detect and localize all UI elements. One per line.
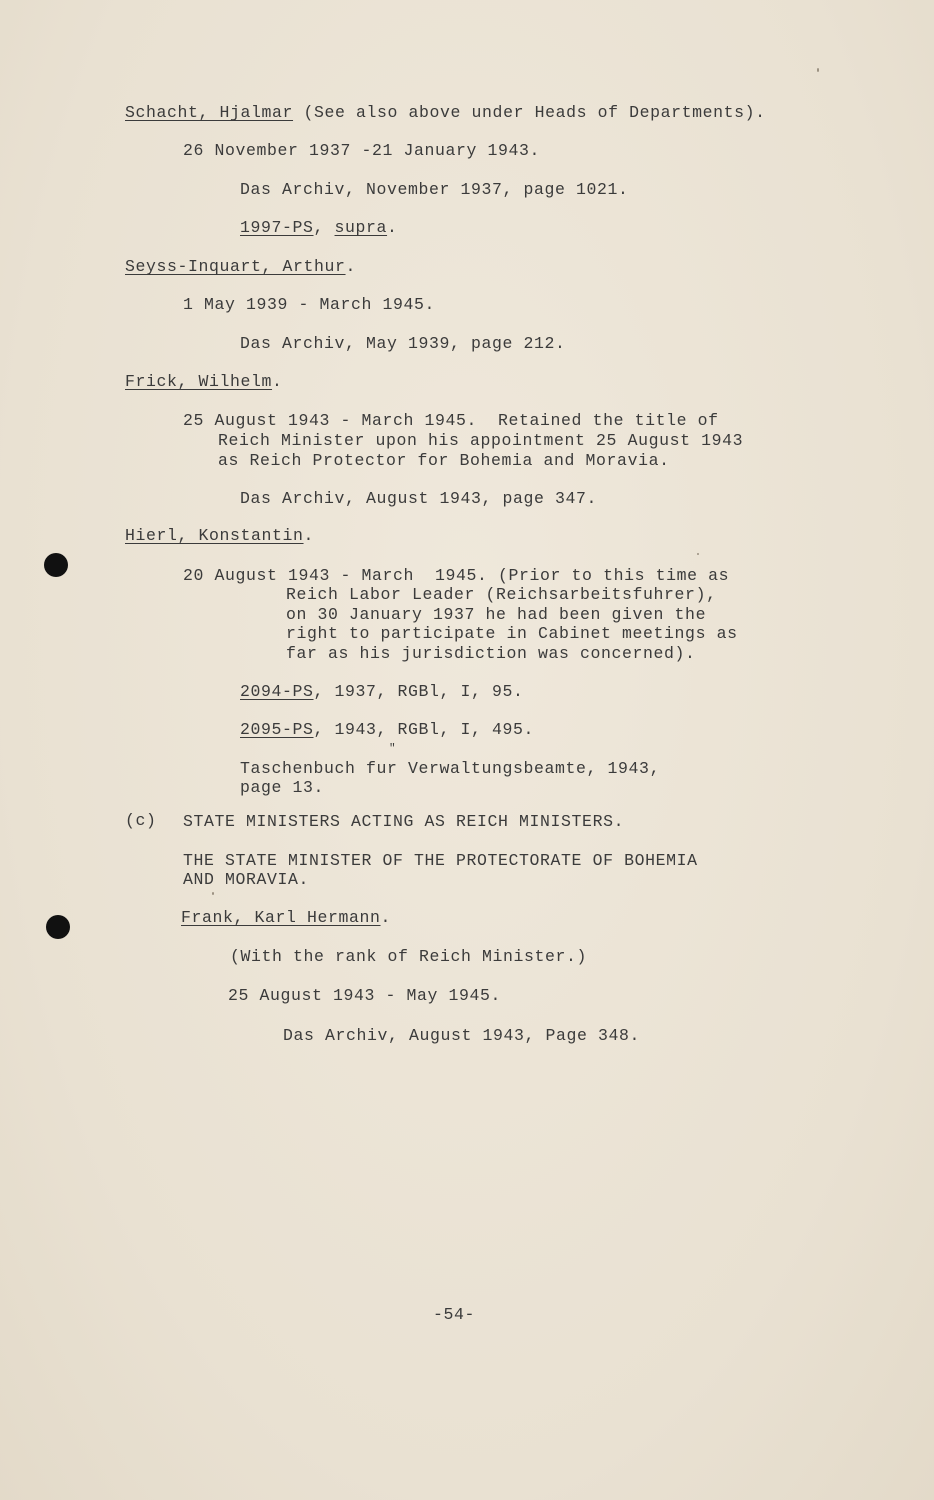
- paper-speck: [697, 553, 699, 555]
- seyss-source: Das Archiv, May 1939, page 212.: [240, 334, 566, 353]
- entry-schacht-heading: [125, 103, 766, 123]
- period: .: [303, 526, 315, 545]
- page-number: -54-: [433, 1305, 476, 1324]
- hierl-dates-line-3: on 30 January 1937 he had been given the: [286, 605, 707, 624]
- schacht-doc-ref: 1997-PS: [240, 218, 314, 237]
- frank-source: Das Archiv, August 1943, Page 348.: [283, 1026, 641, 1045]
- schacht-name: Schacht, Hjalmar: [125, 103, 294, 122]
- schacht-note: (See also above under Heads of Departments).: [293, 103, 766, 122]
- hierl-source-3-line-2: page 13.: [240, 778, 325, 797]
- hierl-source-2-rest: , 1943, RGBl, I, 495.: [313, 720, 535, 739]
- punch-hole-bottom: [46, 915, 70, 939]
- hierl-source-1: [240, 682, 524, 702]
- hierl-doc-ref-2095: 2095-PS: [240, 720, 314, 739]
- frick-dates-line-2: Reich Minister upon his appointment 25 August 1943: [218, 431, 744, 450]
- entry-hierl-heading: [125, 526, 314, 546]
- entry-seyss-heading: [125, 257, 356, 277]
- frick-dates-line-1: 25 August 1943 - March 1945. Retained the title of: [183, 411, 719, 430]
- frank-dates: 25 August 1943 - May 1945.: [228, 986, 502, 1005]
- hierl-doc-ref-2094: 2094-PS: [240, 682, 314, 701]
- frick-dates-line-3: as Reich Protector for Bohemia and Moravia.: [218, 451, 670, 470]
- hierl-dates-line-4: right to participate in Cabinet meetings as: [286, 624, 738, 643]
- hierl-source-3-line-1: Taschenbuch fur Verwaltungsbeamte, 1943,: [240, 759, 661, 778]
- entry-frank-heading: [181, 908, 391, 928]
- section-c-subheading-line-1: THE STATE MINISTER OF THE PROTECTORATE OF BOHEMIA: [183, 851, 698, 870]
- section-c-subheading-line-2: AND MORAVIA.: [183, 870, 310, 889]
- period: .: [345, 257, 357, 276]
- hierl-dates-line-5: far as his jurisdiction was concerned).: [286, 644, 696, 663]
- period: .: [387, 218, 398, 237]
- schacht-dates: 26 November 1937 -21 January 1943.: [183, 141, 541, 160]
- hierl-source-2: [240, 720, 534, 740]
- frick-source: Das Archiv, August 1943, page 347.: [240, 489, 598, 508]
- hierl-source-1-rest: , 1937, RGBl, I, 95.: [313, 682, 524, 701]
- section-c-heading: STATE MINISTERS ACTING AS REICH MINISTERS.: [183, 812, 625, 831]
- hierl-dates-line-1: 20 August 1943 - March 1945. (Prior to this time as: [183, 566, 730, 585]
- frank-name: Frank, Karl Hermann: [181, 908, 381, 927]
- frick-name: Frick, Wilhelm: [125, 372, 273, 391]
- paper-speck: [817, 68, 819, 72]
- seyss-dates: 1 May 1939 - March 1945.: [183, 295, 436, 314]
- period: .: [380, 908, 392, 927]
- supra-ref: supra: [334, 218, 388, 237]
- hierl-dates-line-2: Reich Labor Leader (Reichsarbeitsfuhrer),: [286, 585, 717, 604]
- hierl-name: Hierl, Konstantin: [125, 526, 304, 545]
- period: .: [272, 372, 283, 391]
- frank-rank: (With the rank of Reich Minister.): [230, 947, 588, 966]
- section-c-marker: (c): [125, 811, 157, 830]
- schacht-source-2: [240, 218, 398, 238]
- schacht-source-1: Das Archiv, November 1937, page 1021.: [240, 180, 629, 199]
- paper-speck: [212, 892, 214, 895]
- separator: ,: [313, 218, 335, 237]
- umlaut-mark: ": [389, 743, 397, 755]
- seyss-name: Seyss-Inquart, Arthur: [125, 257, 346, 276]
- entry-frick-heading: [125, 372, 283, 392]
- punch-hole-top: [44, 553, 68, 577]
